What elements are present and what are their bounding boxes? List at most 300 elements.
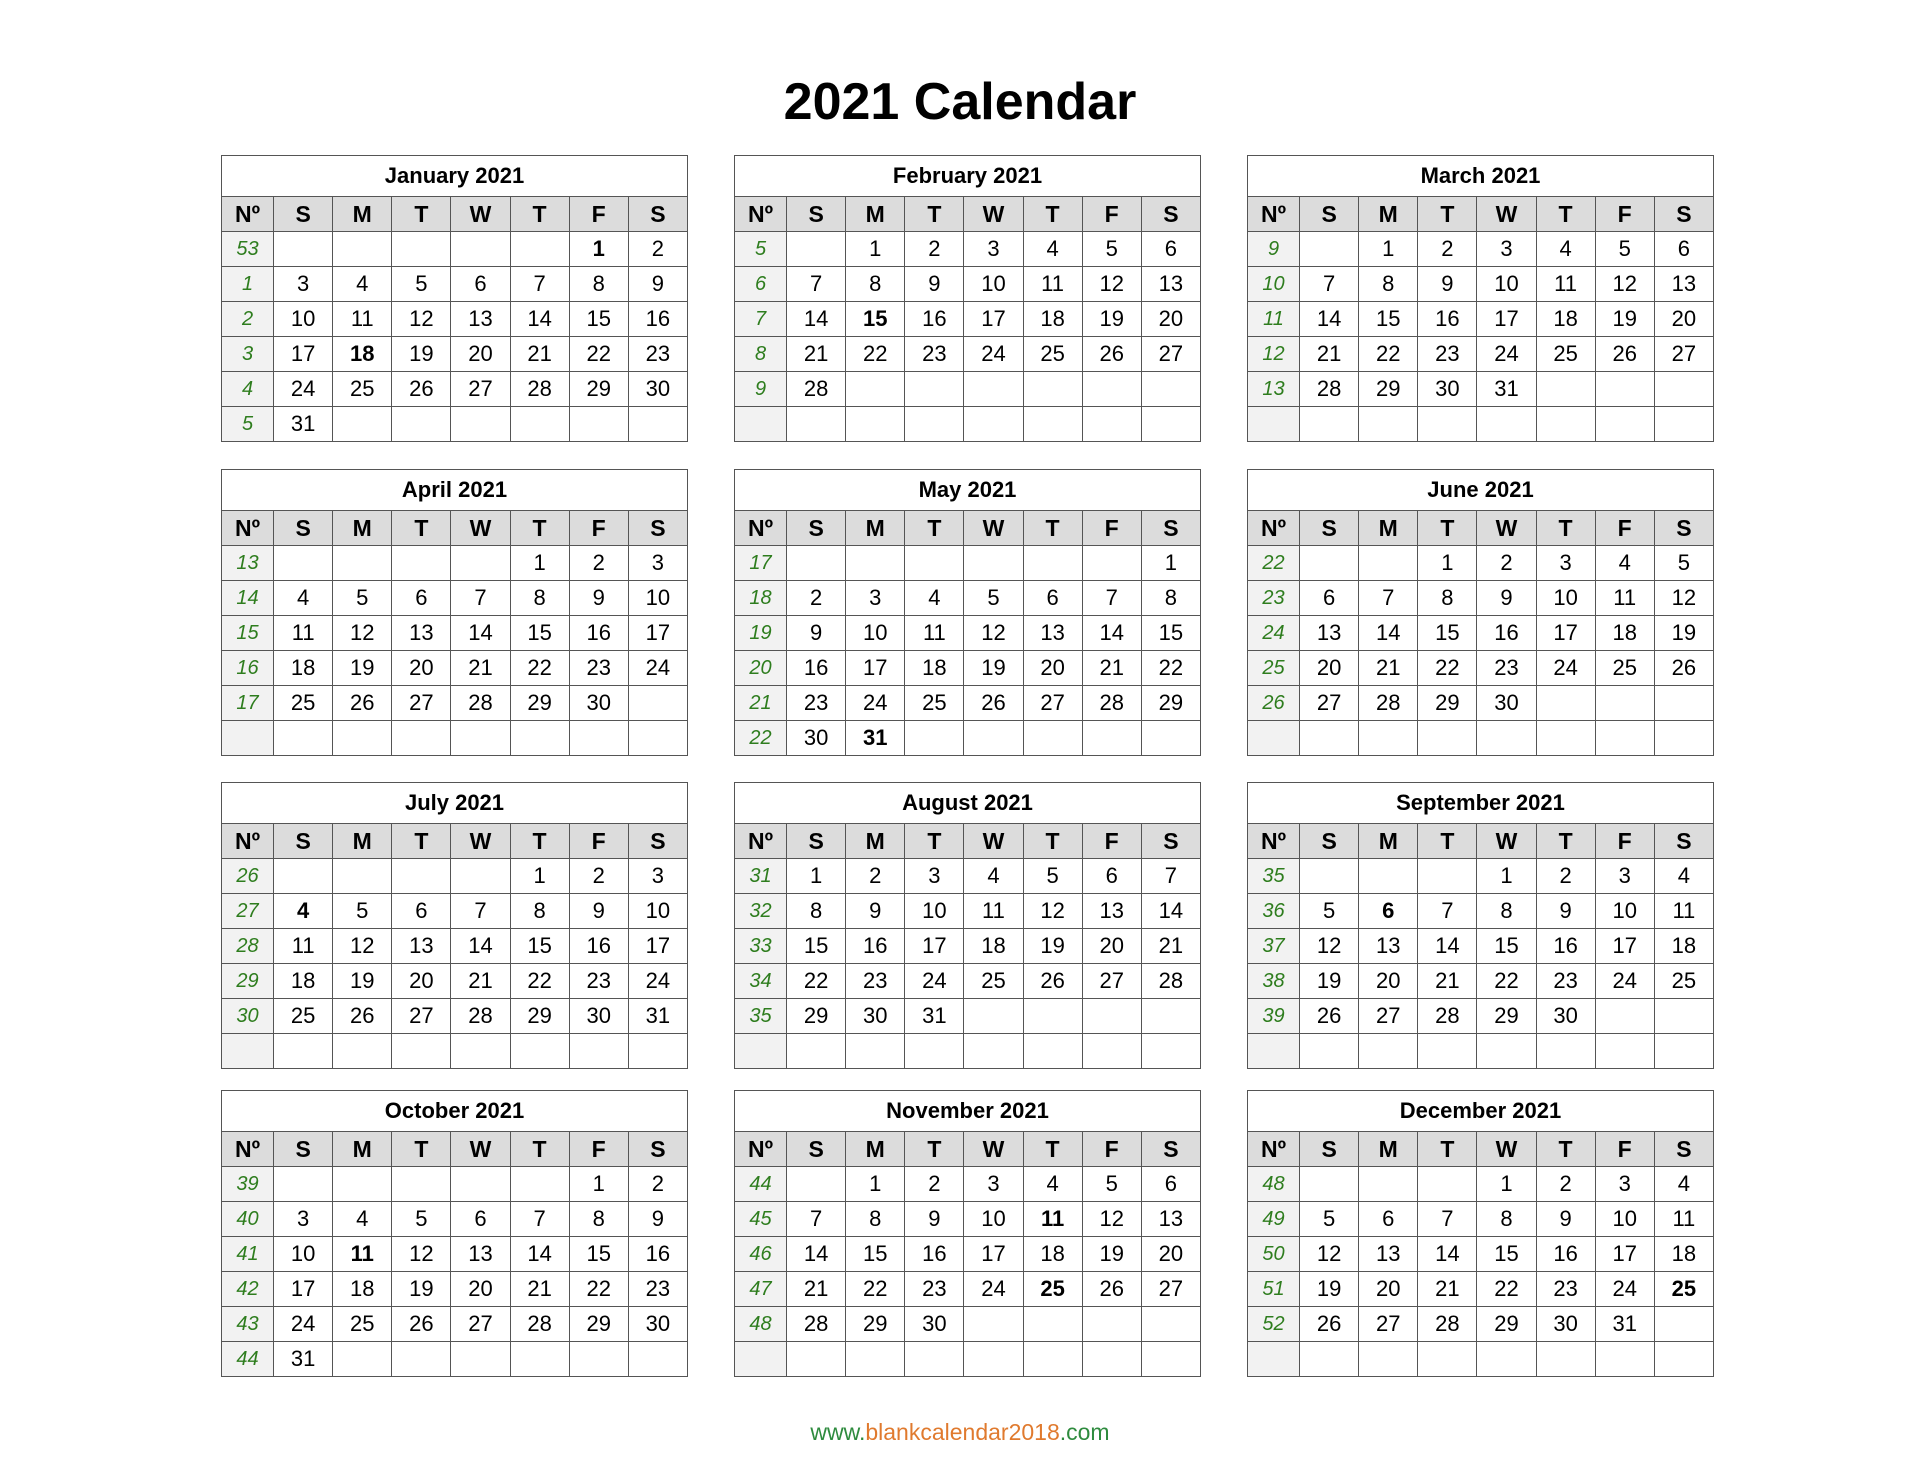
day-cell: 15 <box>510 616 569 651</box>
day-cell: 22 <box>510 964 569 999</box>
day-cell: 9 <box>1536 1202 1595 1237</box>
day-cell: 17 <box>846 651 905 686</box>
week-number: 33 <box>735 929 787 964</box>
day-cell: 6 <box>1141 1167 1200 1202</box>
day-cell <box>1023 1342 1082 1377</box>
day-cell: 20 <box>392 651 451 686</box>
day-cell: 30 <box>569 999 628 1034</box>
week-row <box>222 1202 688 1237</box>
week-number <box>222 1034 274 1069</box>
week-row <box>1248 407 1714 442</box>
day-cell: 5 <box>1300 894 1359 929</box>
weekday-header: T <box>1023 824 1082 859</box>
day-cell <box>1082 999 1141 1034</box>
day-cell: 1 <box>1477 1167 1536 1202</box>
week-number: 1 <box>222 267 274 302</box>
day-cell: 22 <box>569 1272 628 1307</box>
day-cell <box>333 232 392 267</box>
day-cell: 17 <box>905 929 964 964</box>
day-cell: 1 <box>510 859 569 894</box>
day-cell: 26 <box>1023 964 1082 999</box>
day-cell: 3 <box>1536 546 1595 581</box>
week-row <box>222 964 688 999</box>
week-row <box>1248 1272 1714 1307</box>
weekday-header: S <box>1141 824 1200 859</box>
day-cell <box>333 1167 392 1202</box>
day-cell: 12 <box>392 1237 451 1272</box>
weekday-header: T <box>1418 1132 1477 1167</box>
day-cell: 4 <box>1023 1167 1082 1202</box>
day-cell <box>787 1342 846 1377</box>
day-cell: 30 <box>1536 999 1595 1034</box>
month-title: September 2021 <box>1248 783 1714 824</box>
day-cell <box>1595 1342 1654 1377</box>
week-row <box>222 894 688 929</box>
day-cell: 5 <box>964 581 1023 616</box>
day-cell <box>628 721 687 756</box>
week-row <box>735 267 1201 302</box>
weekday-header: M <box>846 1132 905 1167</box>
day-cell: 9 <box>569 894 628 929</box>
day-cell: 29 <box>510 686 569 721</box>
day-cell: 6 <box>451 1202 510 1237</box>
day-cell: 14 <box>1418 929 1477 964</box>
day-cell: 1 <box>569 1167 628 1202</box>
day-cell: 24 <box>1595 1272 1654 1307</box>
week-number <box>1248 1034 1300 1069</box>
day-cell: 21 <box>510 1272 569 1307</box>
week-number: 10 <box>1248 267 1300 302</box>
day-cell <box>392 859 451 894</box>
day-cell: 31 <box>628 999 687 1034</box>
day-cell: 31 <box>274 407 333 442</box>
day-cell <box>905 1342 964 1377</box>
day-cell: 6 <box>392 894 451 929</box>
week-number-header: Nº <box>735 197 787 232</box>
day-cell <box>1300 232 1359 267</box>
day-cell: 8 <box>1477 1202 1536 1237</box>
day-cell: 23 <box>569 651 628 686</box>
day-cell <box>846 407 905 442</box>
week-number-header: Nº <box>735 824 787 859</box>
day-cell: 21 <box>787 337 846 372</box>
footer-url[interactable] <box>0 1418 1920 1446</box>
day-cell: 25 <box>1536 337 1595 372</box>
day-cell: 24 <box>1477 337 1536 372</box>
day-cell: 28 <box>1359 686 1418 721</box>
day-cell: 5 <box>1023 859 1082 894</box>
day-cell: 19 <box>333 964 392 999</box>
weekday-header: S <box>1654 1132 1713 1167</box>
week-row <box>1248 651 1714 686</box>
week-number: 40 <box>222 1202 274 1237</box>
day-cell: 16 <box>569 616 628 651</box>
day-cell: 29 <box>569 372 628 407</box>
day-cell: 9 <box>628 1202 687 1237</box>
day-cell: 12 <box>1023 894 1082 929</box>
day-cell <box>510 721 569 756</box>
month-table <box>734 469 1201 756</box>
day-cell <box>392 1167 451 1202</box>
day-cell: 11 <box>964 894 1023 929</box>
week-row <box>735 1272 1201 1307</box>
week-number: 30 <box>222 999 274 1034</box>
day-cell <box>451 546 510 581</box>
day-cell: 2 <box>628 1167 687 1202</box>
day-cell: 3 <box>628 546 687 581</box>
day-cell: 11 <box>1595 581 1654 616</box>
day-cell: 17 <box>1477 302 1536 337</box>
week-row <box>735 651 1201 686</box>
day-cell <box>274 1167 333 1202</box>
day-cell: 22 <box>1477 964 1536 999</box>
day-cell <box>1359 1342 1418 1377</box>
day-cell: 2 <box>787 581 846 616</box>
weekday-header: S <box>1300 824 1359 859</box>
weekday-header: T <box>510 1132 569 1167</box>
weekday-header: S <box>787 197 846 232</box>
day-cell <box>1536 407 1595 442</box>
day-cell <box>1082 1307 1141 1342</box>
day-cell: 29 <box>787 999 846 1034</box>
day-cell: 20 <box>1082 929 1141 964</box>
day-cell <box>1418 1167 1477 1202</box>
day-cell: 13 <box>1141 267 1200 302</box>
day-cell: 12 <box>392 302 451 337</box>
weekday-header: S <box>274 511 333 546</box>
weekday-header: W <box>1477 824 1536 859</box>
day-cell <box>1023 999 1082 1034</box>
day-cell: 11 <box>1654 1202 1713 1237</box>
day-cell <box>274 546 333 581</box>
day-cell: 25 <box>333 372 392 407</box>
day-cell: 5 <box>1654 546 1713 581</box>
day-cell: 12 <box>964 616 1023 651</box>
day-cell <box>392 232 451 267</box>
day-cell <box>1595 372 1654 407</box>
week-number <box>1248 721 1300 756</box>
day-cell: 12 <box>1082 267 1141 302</box>
day-cell: 16 <box>1536 929 1595 964</box>
day-cell: 9 <box>1536 894 1595 929</box>
week-row <box>222 1342 688 1377</box>
day-cell: 11 <box>333 302 392 337</box>
day-cell: 26 <box>1300 999 1359 1034</box>
day-cell: 17 <box>628 616 687 651</box>
month-title: December 2021 <box>1248 1091 1714 1132</box>
day-cell: 21 <box>1141 929 1200 964</box>
week-number: 47 <box>735 1272 787 1307</box>
weekday-header: W <box>1477 1132 1536 1167</box>
day-cell: 17 <box>274 337 333 372</box>
day-cell <box>1082 1342 1141 1377</box>
day-cell: 10 <box>1536 581 1595 616</box>
day-cell: 26 <box>1654 651 1713 686</box>
day-cell: 4 <box>333 1202 392 1237</box>
weekday-header: W <box>1477 511 1536 546</box>
day-cell: 7 <box>510 267 569 302</box>
day-cell: 5 <box>392 267 451 302</box>
week-number: 44 <box>735 1167 787 1202</box>
week-number: 53 <box>222 232 274 267</box>
weekday-header: F <box>1082 197 1141 232</box>
week-number: 17 <box>222 686 274 721</box>
month-table <box>221 1090 688 1377</box>
day-cell: 26 <box>1082 337 1141 372</box>
month-table <box>1247 782 1714 1069</box>
weekday-header: T <box>1023 511 1082 546</box>
day-cell <box>1359 721 1418 756</box>
day-cell <box>1418 721 1477 756</box>
weekday-header: M <box>333 511 392 546</box>
week-row <box>735 964 1201 999</box>
day-cell <box>1141 372 1200 407</box>
day-cell: 16 <box>1536 1237 1595 1272</box>
weekday-header: M <box>1359 511 1418 546</box>
day-cell: 30 <box>787 721 846 756</box>
day-cell <box>333 721 392 756</box>
day-cell: 26 <box>333 999 392 1034</box>
day-cell <box>1300 859 1359 894</box>
month-title: February 2021 <box>735 156 1201 197</box>
week-number: 13 <box>222 546 274 581</box>
week-row <box>735 616 1201 651</box>
day-cell <box>1536 1034 1595 1069</box>
day-cell <box>451 407 510 442</box>
day-cell <box>905 407 964 442</box>
day-cell: 2 <box>1536 1167 1595 1202</box>
day-cell: 16 <box>628 302 687 337</box>
week-row <box>222 1307 688 1342</box>
day-cell <box>1300 1034 1359 1069</box>
day-cell: 17 <box>964 302 1023 337</box>
week-row <box>1248 337 1714 372</box>
day-cell <box>392 1034 451 1069</box>
weekday-header: T <box>510 824 569 859</box>
day-cell: 4 <box>905 581 964 616</box>
day-cell <box>1023 1034 1082 1069</box>
month-title: November 2021 <box>735 1091 1201 1132</box>
holiday-day-cell: 15 <box>846 302 905 337</box>
day-cell <box>1300 1167 1359 1202</box>
day-cell: 25 <box>333 1307 392 1342</box>
day-cell: 22 <box>1477 1272 1536 1307</box>
day-cell: 28 <box>787 1307 846 1342</box>
day-cell: 20 <box>1141 302 1200 337</box>
week-row <box>1248 999 1714 1034</box>
week-number <box>735 1034 787 1069</box>
weekday-header: F <box>1595 197 1654 232</box>
day-cell: 29 <box>569 1307 628 1342</box>
month-table <box>221 155 688 442</box>
day-cell <box>569 407 628 442</box>
day-cell: 20 <box>1141 1237 1200 1272</box>
day-cell: 10 <box>1595 1202 1654 1237</box>
day-cell: 28 <box>1418 999 1477 1034</box>
day-cell <box>274 232 333 267</box>
day-cell: 1 <box>1359 232 1418 267</box>
day-cell: 1 <box>1477 859 1536 894</box>
month-table <box>734 155 1201 442</box>
day-cell: 8 <box>569 267 628 302</box>
day-cell: 14 <box>1082 616 1141 651</box>
day-cell: 6 <box>392 581 451 616</box>
week-number: 15 <box>222 616 274 651</box>
weekday-header: T <box>905 197 964 232</box>
day-cell: 29 <box>510 999 569 1034</box>
day-cell: 7 <box>787 1202 846 1237</box>
day-cell: 18 <box>964 929 1023 964</box>
day-cell: 10 <box>274 302 333 337</box>
day-cell: 7 <box>1082 581 1141 616</box>
day-cell <box>787 232 846 267</box>
day-cell <box>905 721 964 756</box>
weekday-header: T <box>1418 511 1477 546</box>
day-cell: 23 <box>569 964 628 999</box>
day-cell <box>569 1342 628 1377</box>
weekday-header: S <box>274 1132 333 1167</box>
month-title: January 2021 <box>222 156 688 197</box>
day-cell: 21 <box>1359 651 1418 686</box>
week-number: 7 <box>735 302 787 337</box>
day-cell <box>1595 721 1654 756</box>
day-cell: 30 <box>628 1307 687 1342</box>
day-cell <box>1359 1034 1418 1069</box>
day-cell: 19 <box>1300 964 1359 999</box>
day-cell: 21 <box>510 337 569 372</box>
weekday-header: S <box>1300 511 1359 546</box>
week-number: 25 <box>1248 651 1300 686</box>
weekday-header: W <box>964 511 1023 546</box>
week-number: 22 <box>1248 546 1300 581</box>
day-cell: 7 <box>1300 267 1359 302</box>
day-cell: 9 <box>569 581 628 616</box>
weekday-header: S <box>628 824 687 859</box>
day-cell: 7 <box>451 581 510 616</box>
weekday-header: T <box>1536 1132 1595 1167</box>
day-cell: 25 <box>274 999 333 1034</box>
week-row <box>735 232 1201 267</box>
weekday-header: S <box>1654 824 1713 859</box>
day-cell: 15 <box>569 1237 628 1272</box>
day-cell <box>1654 721 1713 756</box>
day-cell: 31 <box>1477 372 1536 407</box>
holiday-day-cell: 31 <box>846 721 905 756</box>
day-cell <box>510 407 569 442</box>
week-row <box>222 999 688 1034</box>
week-number: 52 <box>1248 1307 1300 1342</box>
weekday-header: W <box>451 197 510 232</box>
week-number: 23 <box>1248 581 1300 616</box>
day-cell: 3 <box>1595 1167 1654 1202</box>
weekday-header: W <box>451 1132 510 1167</box>
week-number: 19 <box>735 616 787 651</box>
week-number: 24 <box>1248 616 1300 651</box>
weekday-header: T <box>905 824 964 859</box>
day-cell: 18 <box>333 1272 392 1307</box>
month-title: March 2021 <box>1248 156 1714 197</box>
day-cell <box>451 1034 510 1069</box>
day-cell: 10 <box>1595 894 1654 929</box>
day-cell: 27 <box>1359 1307 1418 1342</box>
day-cell: 1 <box>846 232 905 267</box>
day-cell: 5 <box>1595 232 1654 267</box>
week-row <box>735 894 1201 929</box>
day-cell <box>1418 1034 1477 1069</box>
week-row <box>222 337 688 372</box>
week-number: 51 <box>1248 1272 1300 1307</box>
week-row <box>1248 1167 1714 1202</box>
weekday-header: T <box>392 1132 451 1167</box>
day-cell: 10 <box>274 1237 333 1272</box>
day-cell: 8 <box>1141 581 1200 616</box>
week-row <box>222 651 688 686</box>
day-cell <box>1141 407 1200 442</box>
day-cell: 31 <box>274 1342 333 1377</box>
holiday-day-cell: 6 <box>1359 894 1418 929</box>
day-cell: 7 <box>510 1202 569 1237</box>
day-cell: 22 <box>1359 337 1418 372</box>
day-cell: 21 <box>451 964 510 999</box>
day-cell: 20 <box>1300 651 1359 686</box>
day-cell: 8 <box>1359 267 1418 302</box>
day-cell: 13 <box>451 1237 510 1272</box>
day-cell: 8 <box>787 894 846 929</box>
week-row <box>735 407 1201 442</box>
day-cell: 1 <box>787 859 846 894</box>
weekday-header: T <box>510 511 569 546</box>
month-title: July 2021 <box>222 783 688 824</box>
day-cell <box>964 372 1023 407</box>
week-number-header: Nº <box>222 1132 274 1167</box>
day-cell: 24 <box>846 686 905 721</box>
day-cell: 12 <box>333 616 392 651</box>
day-cell: 9 <box>628 267 687 302</box>
day-cell: 21 <box>451 651 510 686</box>
day-cell: 28 <box>1082 686 1141 721</box>
day-cell: 22 <box>1141 651 1200 686</box>
week-row <box>735 859 1201 894</box>
week-row <box>1248 372 1714 407</box>
week-number: 12 <box>1248 337 1300 372</box>
day-cell <box>1300 721 1359 756</box>
day-cell <box>1023 407 1082 442</box>
day-cell: 16 <box>1477 616 1536 651</box>
week-number <box>735 407 787 442</box>
day-cell: 30 <box>628 372 687 407</box>
day-cell: 17 <box>1595 929 1654 964</box>
day-cell: 4 <box>964 859 1023 894</box>
footer-url-domain: blankcalendar2018 <box>865 1419 1060 1445</box>
day-cell: 2 <box>1536 859 1595 894</box>
day-cell: 16 <box>787 651 846 686</box>
day-cell <box>1595 999 1654 1034</box>
day-cell: 4 <box>1654 1167 1713 1202</box>
day-cell: 6 <box>1082 859 1141 894</box>
day-cell: 12 <box>1300 929 1359 964</box>
day-cell: 27 <box>451 1307 510 1342</box>
weekday-header: S <box>628 511 687 546</box>
week-number: 2 <box>222 302 274 337</box>
day-cell: 8 <box>1418 581 1477 616</box>
day-cell: 10 <box>905 894 964 929</box>
week-row <box>735 302 1201 337</box>
week-row <box>222 1272 688 1307</box>
month-table <box>734 782 1201 1069</box>
day-cell: 24 <box>1536 651 1595 686</box>
weekday-header: F <box>569 511 628 546</box>
week-number: 42 <box>222 1272 274 1307</box>
